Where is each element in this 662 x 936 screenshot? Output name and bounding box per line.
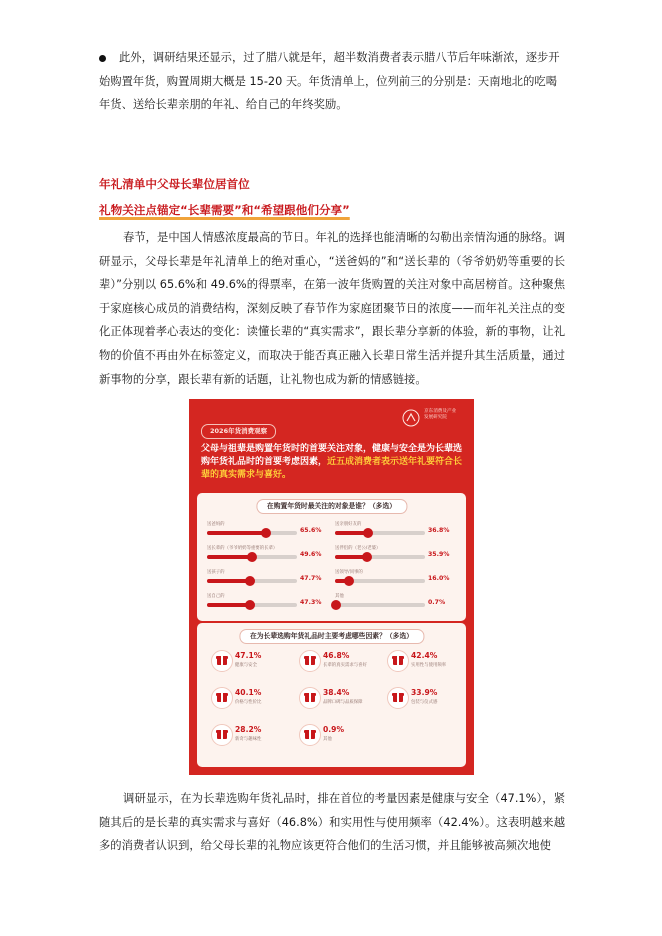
factor-item (299, 687, 379, 713)
bar-track (207, 531, 297, 535)
bar (207, 531, 266, 535)
bar-knob (247, 552, 257, 562)
bar-knob (245, 576, 255, 586)
bar-item (207, 569, 327, 591)
bar-label: 送爸妈的 (207, 522, 225, 527)
headline-main: 父母与祖辈是购置年货时的首要关注对象，健康与安全是为长辈选购年货礼品时的首要考虑因素， (201, 444, 463, 468)
bar-item (207, 545, 327, 567)
bar-item (335, 545, 455, 567)
factor-percent: 40.1% (235, 688, 262, 697)
bar-knob (362, 552, 372, 562)
factor-item (387, 687, 467, 713)
bar-value-label: 47.7% (300, 575, 322, 582)
factor-percent: 33.9% (411, 688, 438, 697)
poster-headline (201, 443, 463, 483)
bullet-icon (99, 55, 106, 62)
bar (207, 555, 252, 559)
bar-value-label: 47.3% (300, 599, 322, 606)
factor-label: 新奇与趣味性 (235, 737, 262, 742)
factor-percent: 42.4% (411, 651, 438, 660)
bar-value-label: 0.7% (428, 599, 446, 606)
bar-value-label: 16.0% (428, 575, 450, 582)
bar-track (335, 531, 425, 535)
question2-card (197, 623, 466, 767)
factor-label: 价格与性价比 (235, 700, 262, 705)
factor-percent: 38.4% (323, 688, 350, 697)
bar-track (207, 579, 297, 583)
bar-track (335, 555, 425, 559)
survey-poster (189, 399, 474, 775)
bar-value-label: 36.8% (428, 527, 450, 534)
bar-item (207, 593, 327, 615)
bar-knob (331, 600, 341, 610)
gift-icon (387, 650, 409, 672)
bar-item (335, 569, 455, 591)
bar-item (335, 521, 455, 543)
gift-icon (299, 650, 321, 672)
section-heading: 年礼清单中父母长辈位居首位 (99, 177, 250, 191)
factor-item (211, 687, 291, 713)
body-paragraph: 春节，是中国人情感浓度最高的节日。年礼的选择也能清晰的勾勒出亲情沟通的脉络。调研显示，父母长辈是年礼清单上的绝对重心，“送爸妈的”和“送长辈的（爷爷奶奶等重要的长辈）”分别以 65.6%和 49.6%的得票率，在第一波年货购置的关注对象中高居榜首。这种聚焦于家庭核心成员的消费结构，深刻反映了春节作为家庭团聚节日的浓度——而年礼关注点的变化正体现着孝心表达的变化：读懂长辈的“真实需求”，跟长辈分享新的体验，新的事物，让礼物的价值不再由外在标签定义，而取决于能否真正融入长辈日常生活并提升其生活质量，通过新事物的分享，跟长辈有新的话题，让礼物也成为新的情感链接。 (99, 231, 565, 386)
factor-label: 品牌口碑与品质保障 (323, 700, 363, 705)
factor-percent: 47.1% (235, 651, 262, 660)
bar-value-label: 35.9% (428, 551, 450, 558)
sub-heading-text: 礼物关注点锚定“长辈需要”和“希望跟他们分享” (99, 203, 350, 217)
headline-highlight: 近五成消费者表示送年礼要符合长辈的真实需求与喜好。 (201, 457, 463, 481)
bullet-text: 此外，调研结果还显示，过了腊八就是年，超半数消费者表示腊八节后年味渐浓，逐步开始购置年货，购置周期大概是 15-20 天。年货清单上，位列前三的分别是：天南地北的吃喝年货、送给长辈亲朋的年礼、给自己的年终奖励。 (99, 51, 560, 111)
bar-label: 其他 (335, 594, 344, 599)
factor-label: 其他 (323, 737, 332, 742)
factor-label: 包装与仪式感 (411, 700, 438, 705)
bar-label: 送长辈的（爷爷奶奶等重要的长辈） (207, 546, 278, 551)
gift-icon (299, 724, 321, 746)
factor-item (211, 650, 291, 676)
bar (207, 603, 250, 607)
gift-icon (211, 724, 233, 746)
factor-percent: 28.2% (235, 725, 262, 734)
bar-knob (245, 600, 255, 610)
bar-track (207, 603, 297, 607)
factor-item (299, 650, 379, 676)
bar-item (335, 593, 455, 615)
factor-item (387, 650, 467, 676)
bar-label: 送自己的 (207, 594, 225, 599)
gift-icon (387, 687, 409, 709)
question1-card (197, 493, 466, 621)
factor-item (211, 724, 291, 750)
bar-value-label: 65.6% (300, 527, 322, 534)
factor-percent: 0.9% (323, 725, 345, 734)
sub-heading (99, 202, 350, 218)
bar-knob (344, 576, 354, 586)
factor-label: 健康与安全 (235, 663, 257, 668)
gift-icon (211, 650, 233, 672)
bar-track (207, 555, 297, 559)
closing-paragraph: 调研显示，在为长辈选购年货礼品时，排在首位的考量因素是健康与安全（47.1%），紧随其后的是长辈的真实需求与喜好（46.8%）和实用性与使用频率（42.4%）。这表明越来越多的消费者认识到，给父母长辈的礼物应该更符合他们的生活习惯，并且能够被高频次地使 (99, 792, 565, 853)
factor-label: 实用性与使用频率 (411, 663, 447, 668)
bar-track (335, 579, 425, 583)
factor-label: 长辈的真实需求与喜好 (323, 663, 367, 668)
bar (207, 579, 250, 583)
bar-label: 送亲朋好友的 (335, 522, 362, 527)
poster-logo (402, 407, 460, 433)
bar-item (207, 521, 327, 543)
bar-value-label: 49.6% (300, 551, 322, 558)
question2-title: 在为长辈选购年货礼品时主要考虑哪些因素？（多选） (239, 629, 424, 644)
poster-tag: 2026年货消费观察 (201, 424, 276, 439)
bar-knob (363, 528, 373, 538)
bar-label: 送伴侣的（老公/老婆） (335, 546, 381, 551)
gift-icon (299, 687, 321, 709)
question1-title: 在购置年货时最关注的对象是谁？（多选） (256, 499, 407, 514)
logo-icon (402, 409, 420, 427)
bar-knob (261, 528, 271, 538)
bar-label: 送孩子的 (207, 570, 225, 575)
factor-item (299, 724, 379, 750)
bullet-paragraph (99, 46, 565, 117)
gift-icon (211, 687, 233, 709)
factor-percent: 46.8% (323, 651, 350, 660)
bar-label: 送领导/同事的 (335, 570, 363, 575)
bar-track (335, 603, 425, 607)
logo-text: 京东消费及产业发展研究院 (424, 409, 457, 420)
